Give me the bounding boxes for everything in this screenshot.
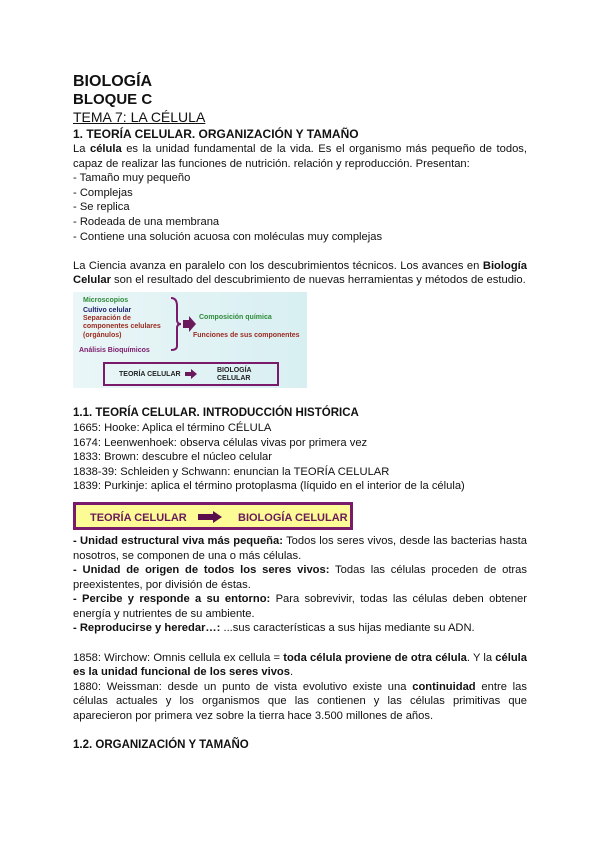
diagram-separacion: Separación de componentes celulares (orgánulos) — [83, 314, 161, 339]
banner-right: BIOLOGÍA CELULAR — [238, 511, 348, 524]
diagram-analisis: Análisis Bioquímicos — [79, 346, 150, 354]
document-page — [73, 72, 527, 753]
intro-paragraph: La célula es la unidad fundamental de la vida. Es el organismo más pequeño de todos, capaz de realizar las funciones de nutrición. relación y reproducción. Presentan: — [73, 143, 527, 170]
history-item: 1833: Brown: descubre el núcleo celular — [73, 451, 273, 464]
theory-banner — [73, 502, 353, 530]
cell-point: - Reproducirse y heredar…: ...sus características a sus hijas mediante su ADN. — [73, 622, 475, 635]
features-list — [73, 171, 527, 244]
arrow-right-icon — [198, 511, 222, 523]
cell-biology-diagram — [73, 292, 307, 388]
topic-title: TEMA 7: LA CÉLULA — [73, 109, 206, 125]
list-item: - Complejas — [73, 186, 133, 199]
diagram-biologia: BIOLOGÍA CELULAR — [217, 366, 252, 383]
cell-point: - Percibe y responde a su entorno: Para sobrevivir, todas las células deben obtener energía y nutrientes de su ambiente. — [73, 593, 528, 620]
section-1-heading: 1. TEORÍA CELULAR. ORGANIZACIÓN Y TAMAÑO — [73, 127, 359, 141]
history-list — [73, 421, 527, 494]
diagram-teoria: TEORÍA CELULAR — [119, 370, 181, 378]
arrow-right-icon — [185, 369, 197, 379]
diagram-microscopios: Microscopios — [83, 296, 129, 304]
list-item: - Rodeada de una membrana — [73, 215, 220, 228]
history-item: 1839: Purkinje: aplica el término protoplasma (líquido en el interior de la célula) — [73, 480, 465, 493]
diagram-funciones: Funciones de sus componentes — [193, 331, 300, 339]
document-title: BIOLOGÍA — [73, 73, 153, 90]
history-item: 1838-39: Schleiden y Schwann: enuncian la TEORÍA CELULAR — [73, 465, 390, 478]
diagram-box — [103, 362, 279, 386]
section-1-1-heading: 1.1. TEORÍA CELULAR. INTRODUCCIÓN HISTÓRICA — [73, 406, 359, 419]
science-paragraph: La Ciencia avanza en paralelo con los descubrimientos técnicos. Los avances en Biología Celular son el resultado del descubrimiento de nuevas herramientas y métodos de estudio. — [73, 259, 527, 287]
list-item: - Contiene una solución acuosa con moléculas muy complejas — [73, 230, 383, 243]
banner-left: TEORÍA CELULAR — [90, 511, 187, 524]
list-item: - Se replica — [73, 201, 130, 214]
diagram-composicion: Composición química — [199, 313, 272, 321]
block-title: BLOQUE C — [73, 91, 153, 108]
list-item: - Tamaño muy pequeño — [73, 172, 191, 185]
diagram-cultivo: Cultivo celular — [83, 306, 132, 314]
brace-arrow-icon — [169, 296, 199, 352]
history-item: 1674: Leenwenhoek: observa células vivas por primera vez — [73, 436, 368, 449]
section-1-2-heading: 1.2. ORGANIZACIÓN Y TAMAÑO — [73, 739, 249, 752]
wirchow-paragraph: 1858: Wirchow: Omnis cellula ex cellula = toda célula proviene de otra célula. Y la célula es la unidad funcional de los seres vivos. — [73, 651, 527, 679]
cell-point: - Unidad de origen de todos los seres vivos: Todas las células proceden de otras preexistentes, por división de éstas. — [73, 564, 527, 591]
weissman-paragraph: 1880: Weissman: desde un punto de vista evolutivo existe una continuidad entre las células actuales y los organismos que las contienen y las células primitivas que aparecieron por primera vez sobre la tierra hace 3.500 millones de años. — [73, 680, 527, 723]
cell-point: - Unidad estructural viva más pequeña: Todos los seres vivos, desde las bacterias hasta nosotros, se componen de una o más células. — [73, 534, 527, 562]
history-item: 1665: Hooke: Aplica el término CÉLULA — [73, 421, 272, 434]
